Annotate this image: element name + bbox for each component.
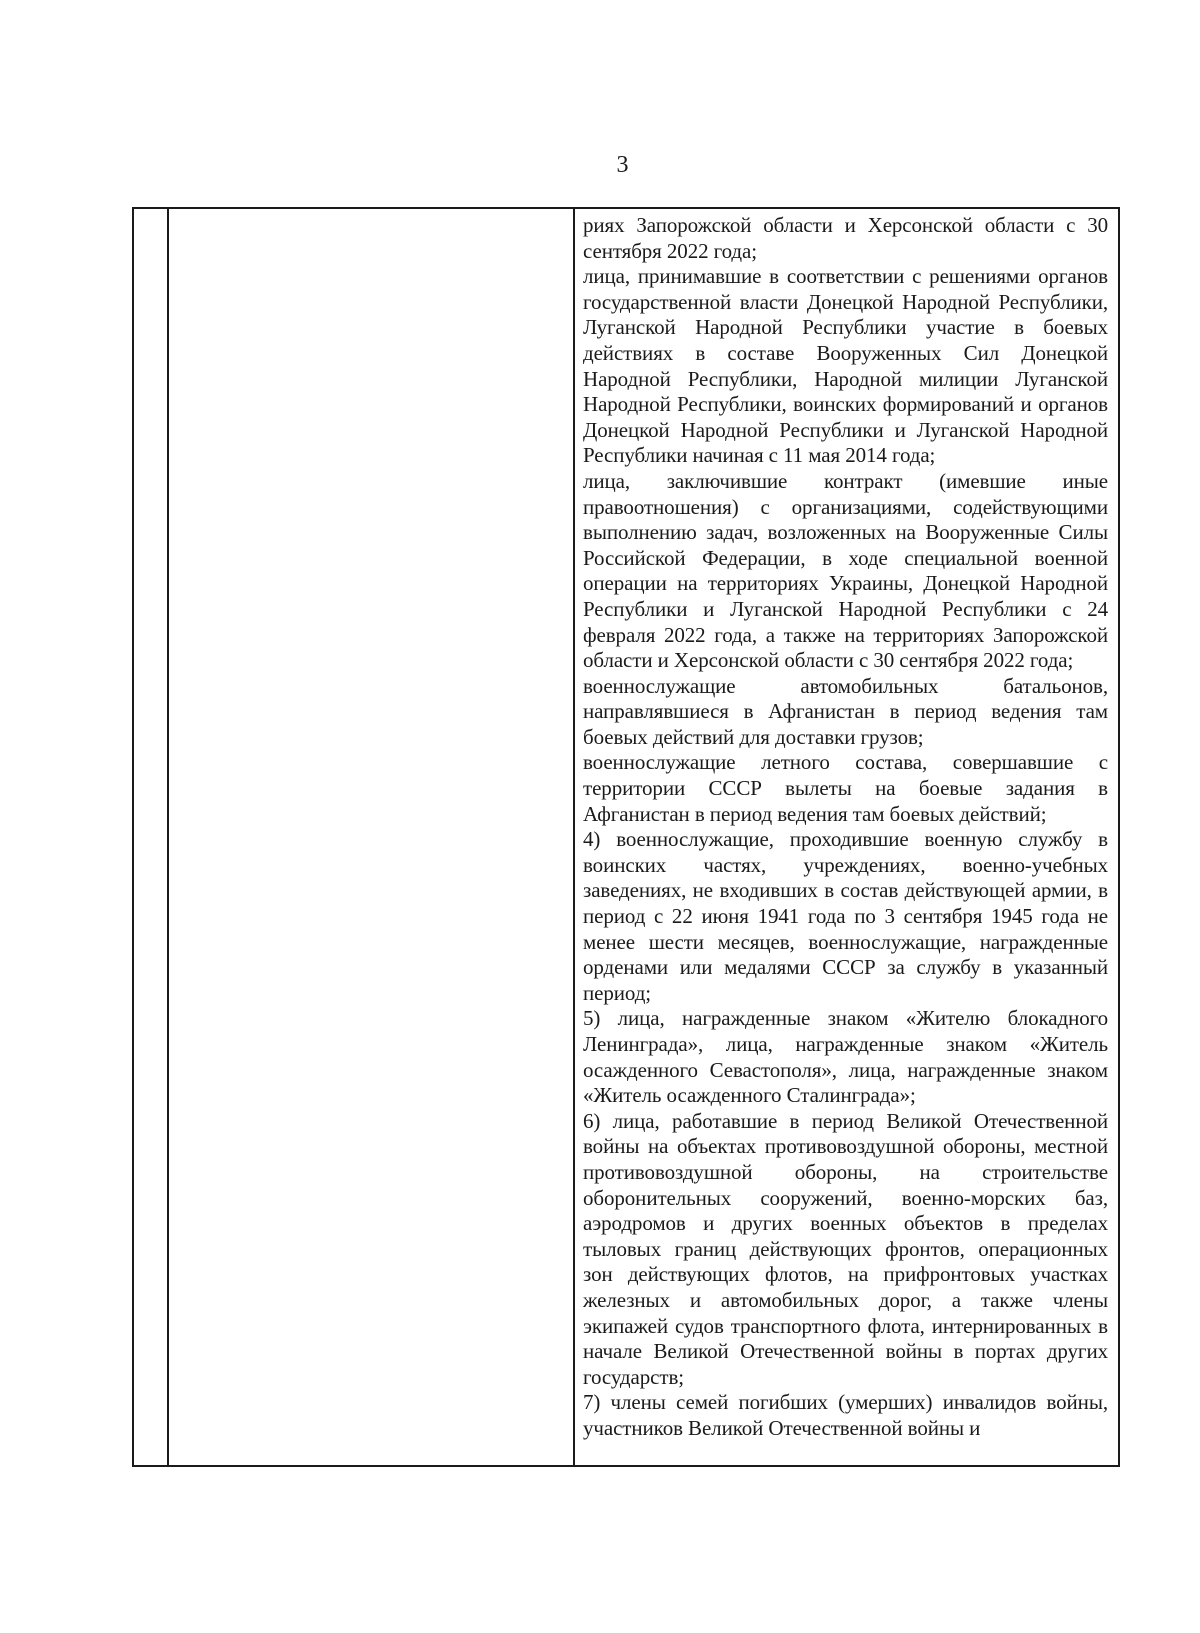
paragraph: военнослужащие автомобильных батальонов, направлявшиеся в Афганистан в период ведения там боевых действий для доставки грузов; bbox=[583, 673, 1108, 749]
paragraph: лица, принимавшие в соответствии с решениями органов государственной власти Донецкой Народной Республики, Луганской Народной Республики участие в боевых действиях в составе Вооруженных Сил Донецкой Народной Республики, Народной милиции Луганской Народной Республики, воинских формирований и органов Донецкой Народной Республики и Луганской Народной Республики начиная с 11 мая 2014 года; bbox=[583, 264, 1108, 468]
document-table bbox=[132, 207, 1120, 1467]
table-column-number bbox=[134, 209, 169, 1465]
table-column-category bbox=[169, 209, 575, 1465]
page-number: 3 bbox=[616, 152, 629, 178]
table-column-description bbox=[575, 209, 1118, 1465]
paragraph: 4) военнослужащие, проходившие военную службу в воинских частях, учреждениях, военно-учебных заведениях, не входивших в состав действующей армии, в период с 22 июня 1941 года по 3 сентября 1945 года не менее шести месяцев, военнослужащие, награжденные орденами или медалями СССР за службу в указанный период; bbox=[583, 827, 1108, 1005]
paragraph: 6) лица, работавшие в период Великой Отечественной войны на объектах противовоздушной обороны, местной противовоздушной обороны, на строительстве оборонительных сооружений, военно-морских баз, аэродромов и других военных объектов в пределах тыловых границ действующих фронтов, операционных зон действующих флотов, на прифронтовых участках железных и автомобильных дорог, а также члены экипажей судов транспортного флота, интернированных в начале Великой Отечественной войны в портах других государств; bbox=[583, 1108, 1108, 1389]
paragraph: риях Запорожской области и Херсонской области с 30 сентября 2022 года; bbox=[583, 213, 1108, 263]
paragraph: 5) лица, награжденные знаком «Жителю блокадного Ленинграда», лица, награжденные знаком «Житель осажденного Севастополя», лица, награжденные знаком «Житель осажденного Сталинграда»; bbox=[583, 1006, 1108, 1108]
paragraph: 7) члены семей погибших (умерших) инвалидов войны, участников Великой Отечественной войны и bbox=[583, 1390, 1108, 1440]
paragraph: военнослужащие летного состава, совершавшие с территории СССР вылеты на боевые задания в Афганистан в период ведения там боевых действий; bbox=[583, 750, 1108, 826]
paragraph: лица, заключившие контракт (имевшие иные правоотношения) с организациями, содействующими выполнению задач, возложенных на Вооруженные Силы Российской Федерации, в ходе специальной военной операции на территориях Украины, Донецкой Народной Республики и Луганской Народной Республики с 24 февраля 2022 года, а также на территориях Запорожской области и Херсонской области с 30 сентября 2022 года; bbox=[583, 468, 1108, 673]
